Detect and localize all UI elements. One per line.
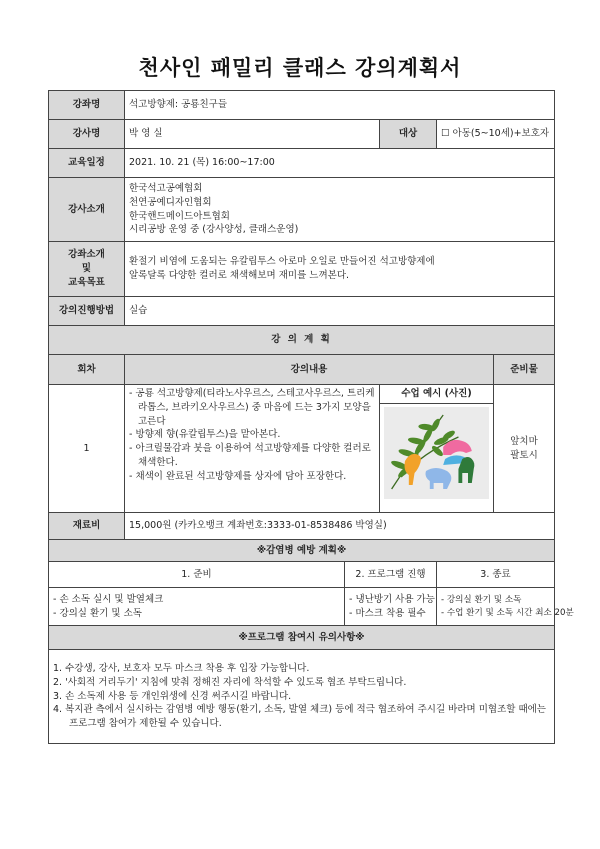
method-value: 실습 xyxy=(125,297,555,326)
prevention-item: - 냉난방기 사용 가능 xyxy=(349,593,435,605)
notes-section-title: ※프로그램 참여시 유의사항※ xyxy=(49,626,555,650)
intro-line: 한국핸드메이드아트협회 xyxy=(129,210,230,222)
material-item: 앞치마 xyxy=(510,435,538,447)
prevention-col-prep: 1. 준비 xyxy=(49,562,345,588)
schedule-label: 교육일정 xyxy=(49,149,125,178)
lesson-step: - 아크릴물감과 붓을 이용하여 석고방향제를 다양한 컬러로 채색한다. xyxy=(129,442,375,470)
prevention-item: - 강의실 환기 및 소독 xyxy=(441,595,522,606)
method-label: 강의진행방법 xyxy=(49,297,125,326)
goal-line: 알록달록 다양한 컬러로 채색해보며 재미를 느껴본다. xyxy=(129,270,350,281)
intro-line: 시리공방 운영 중 (강사양성, 클래스운영) xyxy=(129,224,299,236)
document-title: 천사인 패밀리 클래스 강의계획서 xyxy=(138,56,462,80)
goal-value xyxy=(125,242,555,297)
prevention-item: - 수업 환기 및 소독 시간 최소 20분 xyxy=(441,607,574,618)
dinosaur-craft-image xyxy=(384,407,489,499)
note-item: 3. 손 소독제 사용 등 개인위생에 신경 써주시길 바랍니다. xyxy=(53,690,292,702)
lesson-step: - 방향제 향(유칼립투스)을 맡아본다. xyxy=(129,428,375,442)
materials-col-header: 준비물 xyxy=(494,355,555,385)
instructor-label: 강사명 xyxy=(49,120,125,149)
photo-title: 수업 예시 (사진) xyxy=(380,385,493,404)
lesson-content xyxy=(125,385,380,513)
goal-line: 환절기 비염에 도움되는 유칼립투스 아로마 오일로 만들어진 석고방향제에 xyxy=(129,256,435,268)
session-number: 1 xyxy=(49,385,125,513)
course-name-label: 강좌명 xyxy=(49,91,125,120)
intro-line: 한국석고공예협회 xyxy=(129,182,203,194)
fee-value: 15,000원 (카카오뱅크 계좌번호:3333-01-8538486 박영실) xyxy=(125,513,555,540)
prevention-col-end: 3. 종료 xyxy=(437,562,555,588)
note-item: 2. '사회적 거리두기' 지침에 맞춰 정해진 자리에 착석할 수 있도록 협조 부탁드립니다. xyxy=(53,676,407,688)
note-item: 4. 복지관 측에서 실시하는 감염병 예방 행동(환기, 소독, 발열 체크) 등에 적극 협조하여 주시길 바라며 미협조할 때에는 프로그램 참여가 제한될 수 있습니다. xyxy=(53,704,546,730)
goal-label-top: 강좌소개 xyxy=(68,249,105,261)
goal-label-bottom: 교육목표 xyxy=(68,276,105,288)
instructor-value: 박 영 실 xyxy=(125,120,380,149)
target-label: 대상 xyxy=(380,120,437,149)
lesson-content-list xyxy=(129,387,375,483)
prevention-item: - 손 소독 실시 및 발열체크 xyxy=(53,593,164,605)
intro-label: 강사소개 xyxy=(49,178,125,242)
material-item: 팔토시 xyxy=(510,449,538,461)
prevention-item: - 강의실 환기 및 소독 xyxy=(53,607,142,619)
goal-label-mid: 및 xyxy=(81,263,92,275)
course-name-value: 석고방향제: 공룡친구들 xyxy=(125,91,555,120)
prevention-end-list xyxy=(437,588,574,626)
goal-label xyxy=(49,242,125,297)
intro-value xyxy=(125,178,555,242)
example-photo xyxy=(384,407,489,499)
content-col-header: 강의내용 xyxy=(125,355,494,385)
note-item: 1. 수강생, 강사, 보호자 모두 마스크 착용 후 입장 가능합니다. xyxy=(53,663,310,675)
example-photo-cell xyxy=(380,385,494,513)
plan-section-title: 강 의 계 획 xyxy=(49,326,555,355)
prevention-col-progress: 2. 프로그램 진행 xyxy=(345,562,437,588)
prevention-section-title: ※감염병 예방 계획※ xyxy=(49,540,555,562)
schedule-value: 2021. 10. 21 (목) 16:00~17:00 xyxy=(125,149,555,178)
target-value: ☐ 아동(5~10세)+보호자 xyxy=(437,120,555,149)
prevention-progress-list xyxy=(345,588,437,626)
notes-list-cell xyxy=(49,650,555,744)
intro-line: 천연공예디자인협회 xyxy=(129,196,212,208)
lesson-step: - 공룡 석고방향제(티라노사우르스, 스테고사우르스, 트리케라톱스, 브라키오사우르스) 중 마음에 드는 3가지 모양을 고른다 xyxy=(129,387,375,428)
lesson-step: - 채색이 완료된 석고방향제를 상자에 담아 포장한다. xyxy=(129,470,375,484)
notes-list xyxy=(53,662,550,731)
prevention-prep-list xyxy=(49,588,345,626)
fee-label: 재료비 xyxy=(49,513,125,540)
session-col-header: 회차 xyxy=(49,355,125,385)
materials-value xyxy=(494,385,555,513)
prevention-item: - 마스크 착용 필수 xyxy=(349,607,426,619)
lesson-plan-table xyxy=(48,90,574,744)
